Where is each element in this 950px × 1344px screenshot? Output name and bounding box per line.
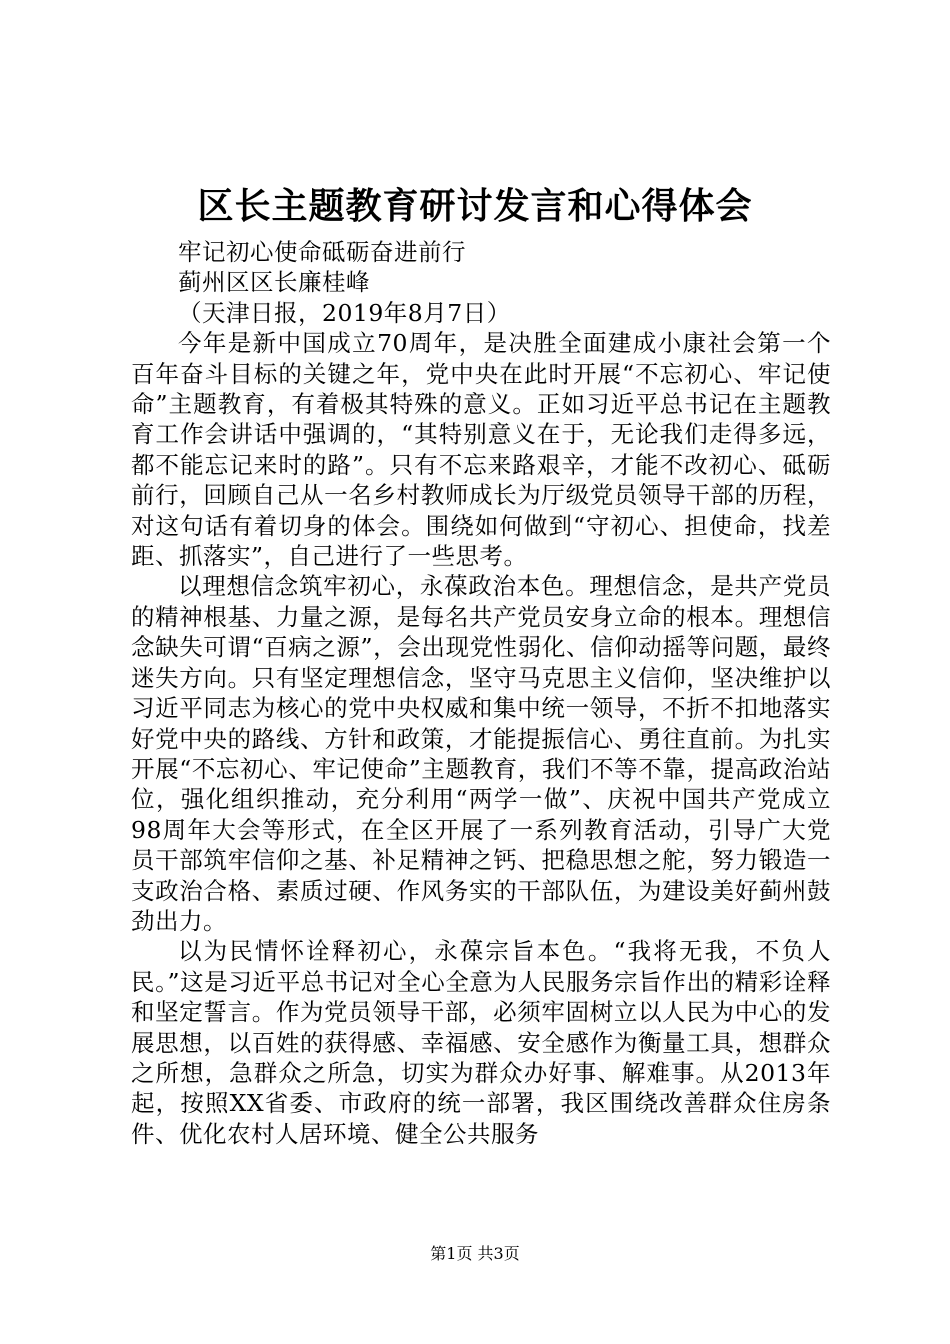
document-source: （天津日报，2019年8月7日） <box>178 298 511 327</box>
document-body <box>131 237 831 1149</box>
page-footer: 第1页 共3页 <box>430 1244 520 1263</box>
paragraph: 今年是新中国成立70周年，是决胜全面建成小康社会第一个百年奋斗目标的关键之年，党中央在此时开展“不忘初心、牢记使命”主题教育，有着极其特殊的意义。正如习近平总书记在主题教育工作会讲话中强调的，“其特别意义在于，无论我们走得多远，都不能忘记来时的路”。只有不忘来路艰辛，才能不改初心、砥砺前行，回顾自己从一名乡村教师成长为厅级党员领导干部的历程，对这句话有着切身的体会。围绕如何做到“守初心、担使命，找差距、抓落实”，自己进行了一些思考。 <box>131 329 831 571</box>
document-author: 蓟州区区长廉桂峰 <box>178 268 370 297</box>
paragraph: 以理想信念筑牢初心，永葆政治本色。理想信念，是共产党员的精神根基、力量之源，是每名共产党员安身立命的根本。理想信念缺失可谓“百病之源”，会出现党性弱化、信仰动摇等问题，最终迷失方向。只有坚定理想信念，坚守马克思主义信仰，坚决维护以习近平同志为核心的党中央权威和集中统一领导，不折不扣地落实好党中央的路线、方针和政策，才能提振信心、勇往直前。为扎实开展“不忘初心、牢记使命”主题教育，我们不等不靠，提高政治站位，强化组织推动，充分利用“两学一做”、庆祝中国共产党成立98周年大会等形式，在全区开展了一系列教育活动，引导广大党员干部筑牢信仰之基、补足精神之钙、把稳思想之舵，努力锻造一支政治合格、素质过硬、作风务实的干部队伍，为建设美好蓟州鼓劲出力。 <box>131 572 831 935</box>
paragraph: 以为民情怀诠释初心，永葆宗旨本色。“我将无我，不负人民。”这是习近平总书记对全心全意为人民服务宗旨作出的精彩诠释和坚定誓言。作为党员领导干部，必须牢固树立以人民为中心的发展思想，以百姓的获得感、幸福感、安全感作为衡量工具，想群众之所想，急群众之所急，切实为群众办好事、解难事。从2013年起，按照XX省委、市政府的统一部署，我区围绕改善群众住房条件、优化农村人居环境、健全公共服务 <box>131 937 831 1148</box>
document-subtitle: 牢记初心使命砥砺奋进前行 <box>178 238 466 266</box>
document-title: 区长主题教育研讨发言和心得体会 <box>197 186 753 227</box>
